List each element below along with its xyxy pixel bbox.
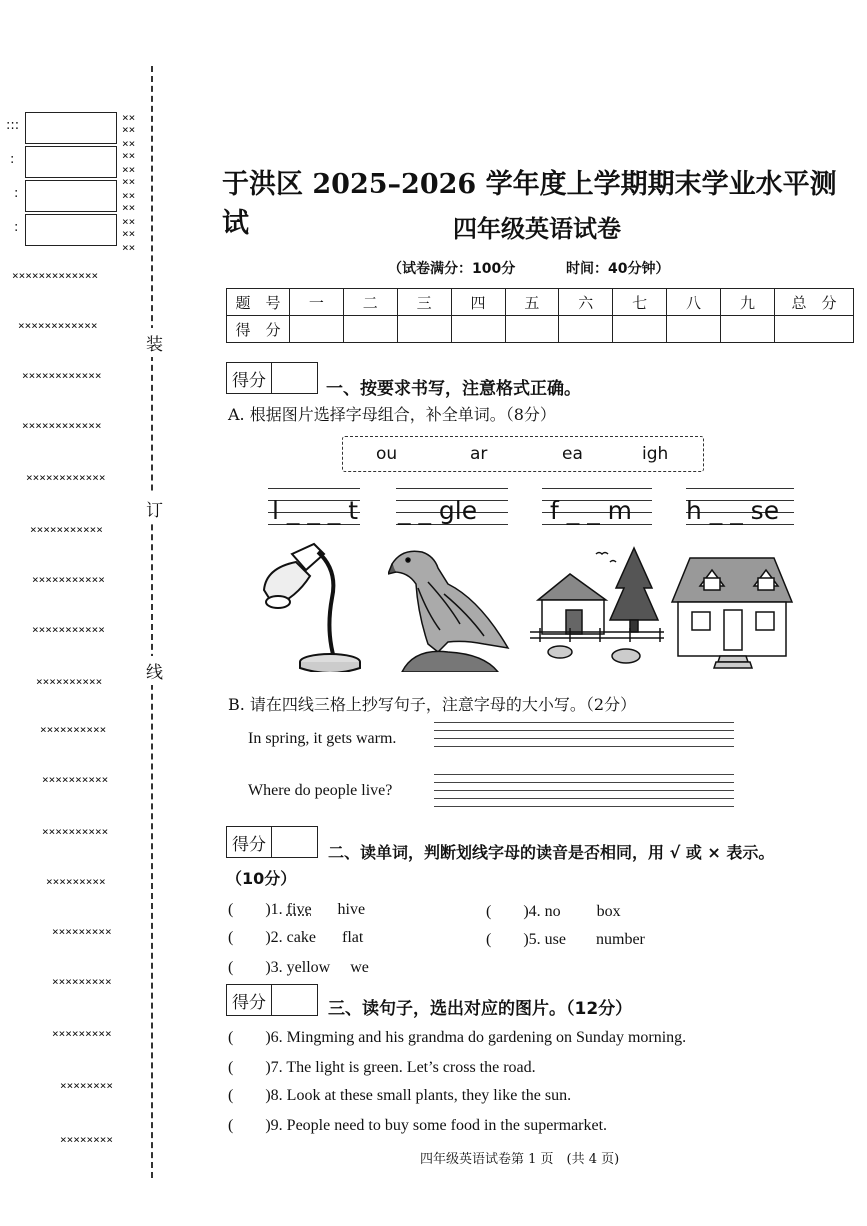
table-cell: 六 [559,289,613,316]
cross-mark: ××××××××× [52,1027,112,1040]
score-table [226,288,854,343]
choice-item[interactable]: ( )8. Look at these small plants, they like the sun. [228,1087,572,1104]
info-field-box[interactable] [25,180,117,212]
info-field-box[interactable] [25,146,117,178]
letter-option: ou [376,444,398,464]
writing-line [434,738,734,739]
lamp-picture [252,540,362,672]
score-table-header-row [227,289,854,316]
margin-dots: ::: [6,118,20,133]
word-blank[interactable]: _ _ gle [398,496,478,525]
table-cell: 八 [667,289,721,316]
table-cell: 七 [613,289,667,316]
cross-mark: ×××××××××× [40,723,107,736]
page-footer: 四年级英语试卷第 1 页 (共 4 页) [420,1152,620,1167]
cross-mark: ××××××××× [46,875,106,888]
section-score-badge[interactable] [226,984,318,1016]
judge-item[interactable]: ( )5. use number [486,931,645,948]
judge-item[interactable]: ( )2. cake flat [228,929,364,946]
sentence-to-copy: In spring, it gets warm. [248,730,397,747]
score-cell[interactable] [343,316,397,343]
full-score: （试卷满分：100分 [388,261,516,277]
cross-mark: ××××××××××× [32,573,105,586]
writing-line [434,746,734,747]
binding-dashed-line [151,66,153,1178]
letter-option: ea [562,444,583,464]
cross-mark: ×××××××××××× [22,369,102,382]
cross-mark: ×× [122,227,136,240]
cross-mark: ×× [122,149,136,162]
table-cell: 四 [451,289,505,316]
choice-item[interactable]: ( )7. The light is green. Let’s cross the road. [228,1059,536,1076]
cross-mark: ×× [122,189,136,202]
cross-mark: ×××××××××× [42,773,109,786]
cross-mark: ×× [122,111,136,124]
score-cell[interactable] [613,316,667,343]
judge-item[interactable]: ( )3. yellow we [228,959,369,976]
cross-mark: ××××××××× [52,975,112,988]
cross-mark: ××××××××× [52,925,112,938]
part-a-instruction: A. 根据图片选择字母组合，补全单词。（8分） [228,405,556,424]
letter-option: igh [642,444,669,464]
cross-mark: ×××××××× [60,1133,113,1146]
exam-title: 于洪区 2025–2026 学年度上学期期末学业水平测试 [222,169,837,239]
badge-label: 得分 [227,985,272,1015]
table-cell: 九 [721,289,775,316]
section1-heading: 一、按要求书写，注意格式正确。 [326,379,581,399]
binding-char: 订 [146,494,163,523]
score-cell[interactable] [451,316,505,343]
cross-mark: ×× [122,175,136,188]
cross-mark: ××××××××××× [32,623,105,636]
eagle-picture [388,544,518,672]
judge-item[interactable]: ( )4. no box [486,903,621,920]
writing-line [434,722,734,723]
binding-char: 装 [146,328,163,357]
margin-dots: : [14,186,19,201]
writing-line [434,730,734,731]
word-blank[interactable]: h _ _ se [686,496,780,525]
writing-line [434,798,734,799]
cross-mark: ×××××××××× [42,825,109,838]
score-cell[interactable] [290,316,344,343]
word-blank[interactable]: l _ _ _ t [272,496,359,525]
choice-item[interactable]: ( )9. People need to buy some food in the supermarket. [228,1117,608,1134]
writing-line [434,774,734,775]
score-cell[interactable] [505,316,559,343]
part-b-instruction: B. 请在四线三格上抄写句子，注意字母的大小写。（2分） [228,695,637,714]
section3-heading: 三、读句子，选出对应的图片。（12分） [328,999,633,1019]
cross-mark: ×× [122,241,136,254]
time-limit: 时间：40分钟） [566,261,670,277]
table-cell: 总 分 [775,289,854,316]
sentence-to-copy: Where do people live? [248,782,393,799]
letter-option: ar [470,444,488,464]
cross-mark: ×× [122,137,136,150]
score-table-score-row [227,316,854,343]
cross-mark: ××××××××××× [30,523,103,536]
info-field-box[interactable] [25,214,117,246]
badge-label: 得分 [227,363,272,393]
score-cell[interactable] [559,316,613,343]
judge-item[interactable]: ( )1. five hive [228,901,366,918]
section2-heading: 二、读单词，判断划线字母的读音是否相同，用 √ 或 × 表示。 [328,843,775,862]
word-blank[interactable]: f _ _ m [550,496,632,525]
margin-dots: : [10,152,15,167]
cross-mark: ×××××××××× [36,675,103,688]
margin-dots: : [14,220,19,235]
table-cell: 二 [343,289,397,316]
cross-mark: ×××××××××××× [18,319,98,332]
cross-mark: ×××××××××××× [26,471,106,484]
table-cell: 三 [397,289,451,316]
table-cell: 一 [290,289,344,316]
cross-mark: ×× [122,201,136,214]
score-cell[interactable] [775,316,854,343]
cross-mark: ×××××××× [60,1079,113,1092]
writing-line [434,790,734,791]
cross-mark: ×××××××××××× [22,419,102,432]
score-cell[interactable] [667,316,721,343]
cross-mark: ×× [122,163,136,176]
cross-mark: ×× [122,215,136,228]
table-cell: 得 分 [227,316,290,343]
section-score-badge[interactable] [226,826,318,858]
score-cell[interactable] [397,316,451,343]
section-score-badge[interactable] [226,362,318,394]
cross-mark: ×× [122,123,136,136]
exam-subtitle: 四年级英语试卷 [453,214,621,243]
table-cell: 五 [505,289,559,316]
badge-label: 得分 [227,827,272,857]
choice-item[interactable]: ( )6. Mingming and his grandma do gardening on Sunday morning. [228,1029,687,1046]
info-field-box[interactable] [25,112,117,144]
house-picture [670,552,794,670]
section2-points: （10分） [226,869,297,888]
score-cell[interactable] [721,316,775,343]
table-cell: 题 号 [227,289,290,316]
cross-mark: ××××××××××××× [12,269,99,282]
writing-line [434,806,734,807]
binding-char: 线 [146,656,163,685]
writing-line [434,782,734,783]
farm-picture [530,542,664,672]
